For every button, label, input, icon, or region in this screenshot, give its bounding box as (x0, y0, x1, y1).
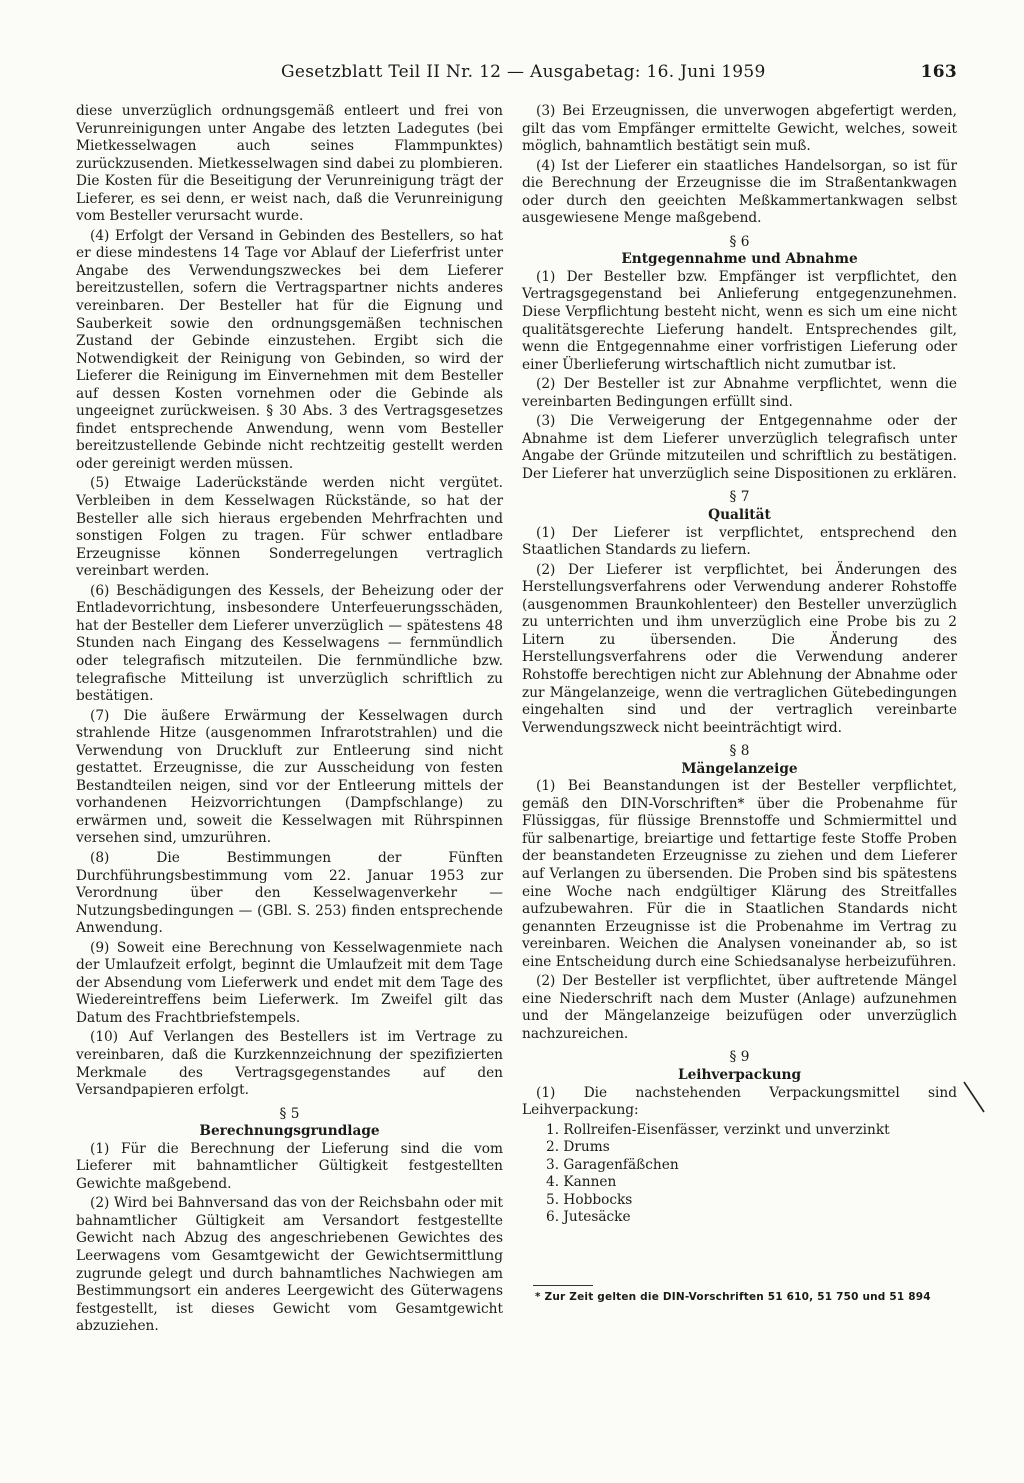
paragraph: (1) Der Lieferer ist verpflichtet, entsprechend den Staatlichen Standards zu liefern. (522, 524, 957, 559)
paragraph: (4) Erfolgt der Versand in Gebinden des Bestellers, so hat er diese mindestens 14 Tage vor Ablauf der Lieferfrist unter Angabe des Verwendungszweckes bei dem Lieferer bereitzustellen, sofern die Vertragspartner nichts anderes vereinbaren. Der Besteller hat für die Eignung und Sauberkeit sowie den ordnungsgemäßen technischen Zustand der Gebinde einzustehen. Ergibt sich die Notwendigkeit der Reinigung von Gebinden, so wird der Lieferer die Reinigung im Einvernehmen mit dem Besteller auf dessen Kosten vornehmen oder die Gebinde als ungeeignet zurückweisen. § 30 Abs. 3 des Vertragsgesetzes findet entsprechende Anwendung, wenn vom Besteller bereitzustellende Gebinde nicht rechtzeitig gestellt werden oder gereinigt werden müssen. (76, 227, 503, 472)
section-title: Berechnungsgrundlage (199, 1123, 380, 1140)
paragraph: (1) Bei Beanstandungen ist der Besteller verpflichtet, gemäß den DIN-Vorschriften* über die Probenahme für Flüssiggas, für flüssige Brennstoffe und Schmiermittel und für salbenartige, breiartige und fettartige feste Stoffe Proben der beanstandeten Erzeugnisse zu ziehen und dem Lieferer auf Verlangen zu übersenden. Die Proben sind bis spätestens eine Woche nach endgültiger Klärung des Streitfalles aufzubewahren. Für die in Staatlichen Standards nicht genannten Erzeugnisse ist die Probenahme im Vertrag zu vereinbaren. Weichen die Analysen voneinander ab, so ist eine Entscheidung durch eine Schiedsanalyse herbeizuführen. (522, 778, 957, 970)
list-item: 5. Hobbocks (546, 1191, 633, 1208)
paragraph: (8) Die Bestimmungen der Fünften Durchführungsbestimmung vom 22. Januar 1953 zur Verordnung über den Kesselwagenverkehr — Nutzungsbedingungen — (GBl. S. 253) finden entsprechende Anwendung. (76, 849, 503, 937)
section-number: § 8 (729, 743, 750, 760)
footnote-rule (533, 1285, 593, 1286)
footnote: * Zur Zeit gelten die DIN-Vorschriften 51 610, 51 750 und 51 894 (535, 1291, 931, 1303)
paragraph: (2) Wird bei Bahnversand das von der Reichsbahn oder mit bahnamtlicher Gültigkeit am Versandort festgestellte Gewicht nach Abzug des angeschriebenen Gewichtes des Leerwagens vom Gesamtgewicht der Gewichtsermittlung zugrunde gelegt und durch bahnamtliches Nachwiegen am Bestimmungsort ein anderes Leergewicht des Güterwagens festgestellt, ist dieses Gewicht vom Gesamtgewicht abzuziehen. (76, 1195, 503, 1335)
paragraph: (2) Der Besteller ist zur Abnahme verpflichtet, wenn die vereinbarten Bedingungen erfüllt sind. (522, 376, 957, 410)
page-header (76, 58, 957, 88)
list-item: 4. Kannen (546, 1174, 617, 1191)
section-number: § 6 (729, 233, 750, 250)
paragraph: diese unverzüglich ordnungsgemäß entleert und frei von Verunreinigungen unter Angabe des letzten Ladegutes (bei Mietkesselwagen auch seines Flammpunktes) zurückzusenden. Mietkesselwagen sind dabei zu plombieren. Die Kosten für die Beseitigung der Verunreinigung trägt der Lieferer, es sei denn, er weist nach, daß die Verunreinigung vom Besteller verursacht wurde. (76, 103, 503, 225)
paragraph: (2) Der Lieferer ist verpflichtet, bei Änderungen des Herstellungsverfahrens oder Verwendung anderer Rohstoffe (ausgenommen Braunkohlenteer) den Besteller unverzüglich zu unterrichten und ihm unverzüglich eine Probe bis zu 2 Litern zu übersenden. Die Änderung des Herstellungsverfahrens oder die Verwendung anderer Rohstoffe berechtigen nicht zur Ablehnung der Abnahme oder zur Mängelanzeige, wenn die vertraglichen Gütebedingungen eingehalten sind und der vertraglich vereinbarte Verwendungszweck nicht beeinträchtigt wird. (522, 561, 957, 736)
right-column (522, 103, 957, 1227)
paragraph: (1) Für die Berechnung der Lieferung sind die vom Lieferer mit bahnamtlicher Gültigkeit festgestellten Gewichte maßgebend. (76, 1140, 503, 1192)
paragraph: (3) Bei Erzeugnissen, die unverwogen abgefertigt werden, gilt das vom Empfänger ermittelte Gewicht, welches, soweit möglich, bahnamtlich bestätigt sein muß. (522, 103, 957, 155)
margin-stroke-icon (960, 1078, 990, 1118)
leihverpackung-list (522, 1122, 957, 1227)
section-title: Leihverpackung (677, 1066, 802, 1083)
paragraph: (2) Der Besteller ist verpflichtet, über auftretende Mängel eine Niederschrift nach dem Muster (Anlage) aufzunehmen und der Mängelanzeige beizufügen oder unverzüglich nachzureichen. (522, 973, 957, 1042)
list-item: 6. Jutesäcke (546, 1209, 631, 1226)
paragraph: (7) Die äußere Erwärmung der Kesselwagen durch strahlende Hitze (ausgenommen Infrarotstrahlen) und die Verwendung von Druckluft zur Entleerung sind nicht gestattet. Erzeugnisse, die zur Ausscheidung von festen Bestandteilen neigen, sind vor der Entleerung mittels der vorhandenen Heizvorrichtungen (Dampfschlange) zu erwärmen und, soweit die Kesselwagen mit Rührspinnen versehen sind, umzurühren. (76, 707, 503, 847)
list-item: 1. Rollreifen-Eisenfässer, verzinkt und unverzinkt (546, 1121, 890, 1138)
paragraph: (1) Die nachstehenden Verpackungsmittel sind Leihverpackung: (522, 1084, 957, 1119)
paragraph: (1) Der Besteller bzw. Empfänger ist verpflichtet, den Vertragsgegenstand bei Anlieferung entgegenzunehmen. Diese Verpflichtung besteht nicht, wenn es sich um eine nicht qualitätsgerechte Lieferung handelt. Entsprechendes gilt, wenn die Entgegennahme einer vorfristigen Lieferung oder einer Überlieferung wirtschaftlich nicht zumutbar ist. (522, 268, 957, 373)
header-title: Gesetzblatt Teil II Nr. 12 — Ausgabetag: 16. Juni 1959 (281, 62, 766, 82)
section-number: § 7 (729, 489, 750, 506)
paragraph: (5) Etwaige Laderückstände werden nicht vergütet. Verbleiben in dem Kesselwagen Rückstände, so hat der Besteller alle sich hieraus ergebenden Mehrfrachten und sonstigen Folgen zu tragen. Für schwer entladbare Erzeugnisse können Sonderregelungen vertraglich vereinbart werden. (76, 475, 503, 580)
paragraph: (9) Soweit eine Berechnung von Kesselwagenmiete nach der Umlaufzeit erfolgt, beginnt die Umlaufzeit mit dem Tage der Absendung vom Lieferwerk und endet mit dem Tage des Wiedereintreffens beim Lieferwerk. Im Zweifel gilt das Datum des Frachtbriefstempels. (76, 939, 503, 1026)
paragraph: (3) Die Verweigerung der Entgegennahme oder der Abnahme ist dem Lieferer unverzüglich telegrafisch unter Angabe der Gründe mitzuteilen und schriftlich zu bestätigen. Der Lieferer hat unverzüglich seine Dispositionen zu erklären. (522, 413, 957, 482)
paragraph: (4) Ist der Lieferer ein staatliches Handelsorgan, so ist für die Berechnung der Erzeugnisse die im Straßentankwagen oder durch den geeichten Meßkammertankwagen selbst ausgewiesene Menge maßgebend. (522, 157, 957, 227)
section-title: Entgegennahme und Abnahme (621, 251, 858, 268)
section-number: § 5 (279, 1105, 300, 1122)
section-title: Mängelanzeige (681, 760, 798, 777)
list-item: 2. Drums (546, 1139, 610, 1156)
section-title: Qualität (708, 507, 771, 524)
page-number: 163 (920, 62, 957, 82)
list-item: 3. Garagenfäßchen (546, 1156, 679, 1173)
paragraph: (10) Auf Verlangen des Bestellers ist im Vertrage zu vereinbaren, daß die Kurzkennzeichnung der spezifizierten Merkmale des Vertragsgegenstandes auf den Versandpapieren erfolgt. (76, 1029, 503, 1099)
left-column (76, 103, 503, 1338)
section-number: § 9 (729, 1049, 750, 1066)
paragraph: (6) Beschädigungen des Kessels, der Beheizung oder der Entladevorrichtung, insbesondere Unterfeuerungsschäden, hat der Besteller dem Lieferer unverzüglich — spätestens 48 Stunden nach Eingang des Kesselwagens — fernmündlich oder telegrafisch mitzuteilen. Die fernmündliche bzw. telegrafische Mitteilung ist unverzüglich schriftlich zu bestätigen. (76, 582, 503, 705)
